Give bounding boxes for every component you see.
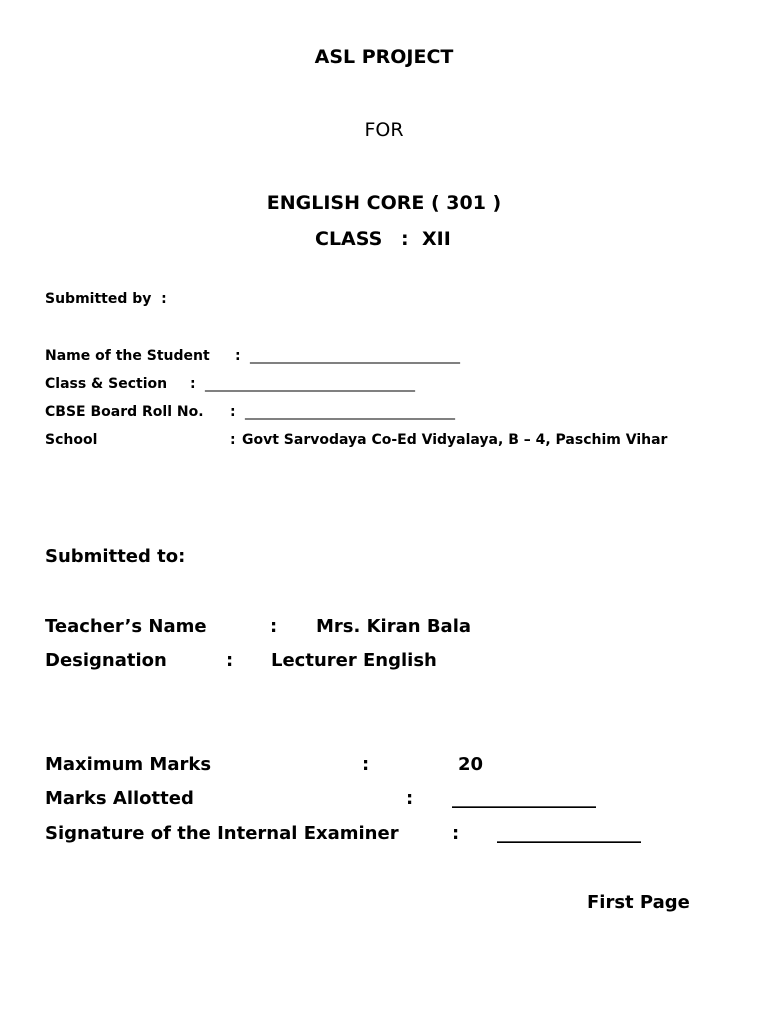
designation-value: Lecturer English (271, 650, 437, 671)
class-section-field: ______________________________ (205, 376, 415, 392)
roll-no-separator: : (230, 404, 236, 420)
class-section-label: Class & Section (45, 376, 168, 392)
submitted-to-heading: Submitted to: (45, 546, 186, 567)
marks-allotted-field: ________________ (452, 788, 596, 809)
roll-no-field: ______________________________ (245, 404, 455, 420)
designation-label: Designation (45, 650, 167, 671)
teacher-name-separator: : (270, 616, 278, 637)
maximum-marks-label: Maximum Marks (45, 754, 212, 775)
document-title: ASL PROJECT (314, 46, 454, 68)
school-value: Govt Sarvodaya Co-Ed Vidyalaya, B – 4, Paschim Vihar (242, 432, 668, 448)
class-section-separator: : (190, 376, 196, 392)
class-separator: : (401, 228, 409, 250)
examiner-signature-separator: : (452, 823, 460, 844)
school-separator: : (230, 432, 236, 448)
class-value: XII (422, 228, 451, 250)
roll-no-label: CBSE Board Roll No. (45, 404, 204, 420)
teacher-name-label: Teacher’s Name (45, 616, 207, 637)
maximum-marks-value: 20 (458, 754, 484, 775)
subject-heading: ENGLISH CORE ( 301 ) (266, 192, 502, 214)
student-name-field: ______________________________ (250, 348, 460, 364)
school-label: School (45, 432, 98, 448)
marks-allotted-separator: : (406, 788, 414, 809)
teacher-name-value: Mrs. Kiran Bala (316, 616, 472, 637)
examiner-signature-label: Signature of the Internal Examiner (45, 823, 399, 844)
submitted-by-heading: Submitted by : (45, 291, 167, 307)
examiner-signature-field: ________________ (497, 823, 641, 844)
for-label: FOR (364, 119, 404, 141)
maximum-marks-separator: : (362, 754, 370, 775)
designation-separator: : (226, 650, 234, 671)
student-name-separator: : (235, 348, 241, 364)
student-name-label: Name of the Student (45, 348, 210, 364)
marks-allotted-label: Marks Allotted (45, 788, 194, 809)
page-label: First Page (587, 892, 690, 913)
class-label: CLASS (315, 228, 383, 250)
